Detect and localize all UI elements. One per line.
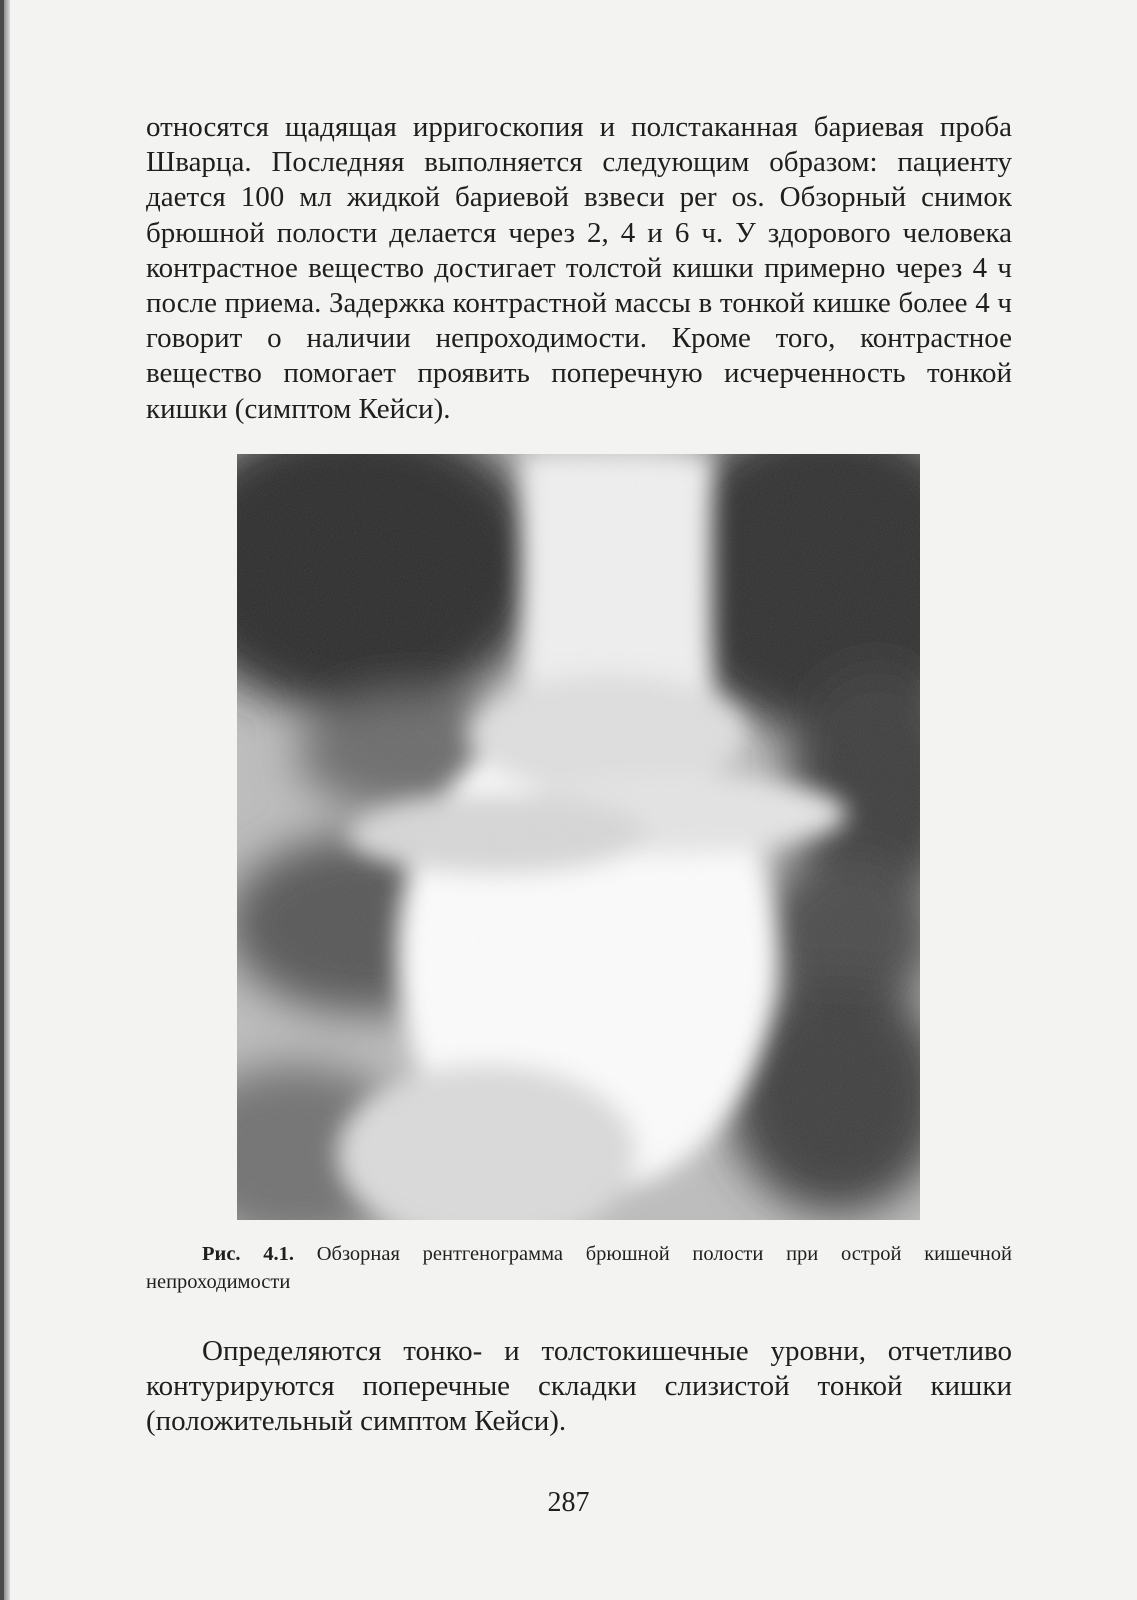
- figure-label: Рис. 4.1.: [202, 1243, 295, 1265]
- figure-caption-text: Обзорная рентгенограмма брюшной полости при острой кишечной непроходимости: [146, 1243, 1012, 1293]
- page-spine-edge: [0, 0, 4, 1600]
- xray-figure-image: [237, 454, 920, 1220]
- body-paragraph-1: относятся щадящая ирригоскопия и полстаканная бариевая проба Шварца. Последняя выполняется следующим образом: пациенту дается 100 мл жидкой бариевой взвеси per os. Обзорный снимок брюшной полости делается через 2, 4 и 6 ч. У здорового человека контрастное вещество достигает толстой кишки примерно через 4 ч после приема. Задержка контрастной массы в тонкой кишке более 4 ч говорит о наличии непроходимости. Кроме того, контрастное вещество помогает проявить поперечную исчерченность тонкой кишки (симптом Кейси).: [146, 111, 1012, 425]
- figure-caption: [146, 1240, 1012, 1296]
- body-paragraph-2: Определяются тонко- и толстокишечные уровни, отчетливо контурируются поперечные складки слизистой тонкой кишки (положительный симптом Кейси).: [146, 1335, 1012, 1438]
- page-number: 287: [547, 1487, 590, 1518]
